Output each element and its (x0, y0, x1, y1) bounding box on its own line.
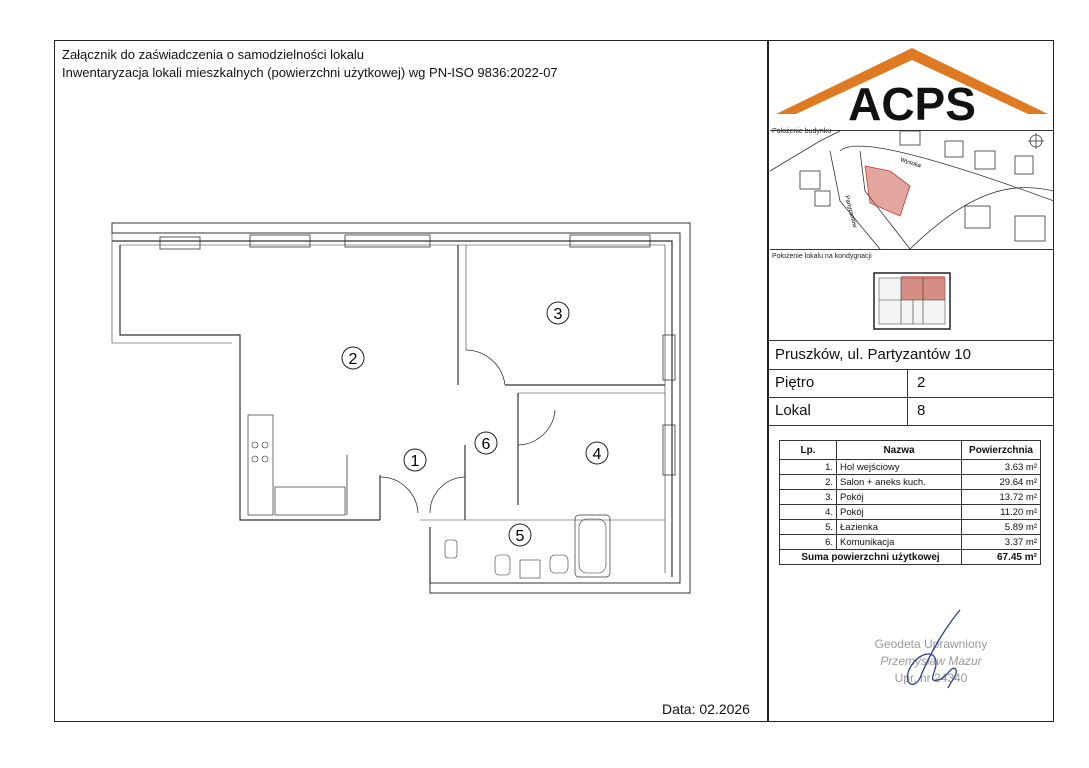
table-row: 1. Hol wejściowy 3.63 m² (780, 460, 1041, 475)
table-row: 6. Komunikacja 3.37 m² (780, 535, 1041, 550)
street-label-wysoka: Wysoka (899, 157, 922, 170)
total-row (780, 550, 1041, 565)
acps-logo (770, 42, 1054, 128)
document-date: Data: 02.2026 (662, 701, 750, 717)
floor-value: 2 (917, 374, 926, 391)
header-line-2: Inwentaryzacja lokali mieszkalnych (powierzchni użytkowej) wg PN-ISO 9836:2022-07 (62, 65, 558, 80)
unit-location-caption: Położenie lokalu na kondygnacji (772, 253, 872, 260)
table-row: 2. Salon + aneks kuch. 29.64 m² (780, 475, 1041, 490)
unit-value: 8 (917, 402, 926, 419)
room-number-4: 4 (592, 446, 602, 463)
table-row: 4. Pokój 11.20 m² (780, 505, 1041, 520)
header-area: Powierzchnia (962, 441, 1041, 460)
address-row (767, 340, 1054, 370)
stamp-line-2: Przemysław Mazur (880, 654, 982, 668)
total-value: 67.45 m² (962, 550, 1041, 565)
room-number-2: 2 (348, 351, 358, 368)
stamp-line-1: Geodeta Uprawniony (874, 637, 988, 651)
areas-table (779, 440, 1041, 565)
stamp-line-3: Upr. nr 24340 (894, 671, 968, 685)
header-lp: Lp. (780, 441, 837, 460)
location-map (770, 130, 1054, 250)
total-label: Suma powierzchni użytkowej (780, 550, 962, 565)
table-row: 5. Łazienka 5.89 m² (780, 520, 1041, 535)
room-number-3: 3 (553, 306, 563, 323)
signature (890, 608, 980, 693)
table-header-row (780, 441, 1041, 460)
room-number-5: 5 (515, 528, 525, 545)
floor-plan (100, 215, 700, 595)
room-number-1: 1 (410, 453, 420, 470)
floor-label: Piętro (775, 374, 815, 391)
header-line-1: Załącznik do zaświadczenia o samodzielności lokalu (62, 47, 365, 62)
building-highlight (865, 166, 910, 216)
table-row: 3. Pokój 13.72 m² (780, 490, 1041, 505)
room-labels (342, 302, 608, 546)
address-text: Pruszków, ul. Partyzantów 10 (775, 346, 971, 363)
building-location-caption: Położenie budynku (772, 128, 832, 135)
unit-label: Lokal (775, 402, 811, 419)
header-name: Nazwa (837, 441, 962, 460)
unit-row (767, 397, 1054, 426)
floor-key-plan (873, 272, 951, 330)
logo-text: ACPS (848, 78, 976, 128)
floor-row (767, 369, 1054, 398)
room-number-6: 6 (481, 436, 491, 453)
street-label-partyzantow: Partyzantów (843, 194, 858, 229)
